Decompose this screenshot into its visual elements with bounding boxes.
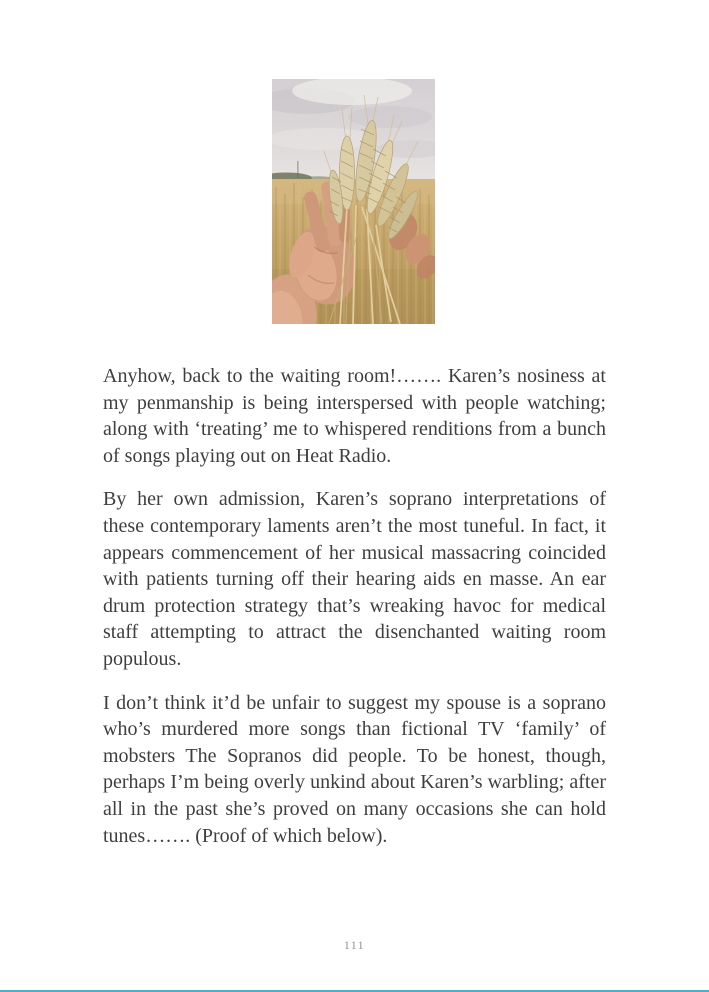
wheat-photo (272, 79, 435, 324)
page-number: 111 (344, 940, 365, 952)
paragraph-2: By her own admission, Karen’s soprano interpretations of these contemporary laments aren’t the most tuneful. In fact, it appears commencement of her musical massacring coincided with patients turning off their hearing aids en masse. An ear drum protection strategy that’s wreaking havoc for medical staff attempting to attract the disenchanted waiting room populous. (103, 488, 606, 670)
paragraph-1: Anyhow, back to the waiting room!……. Karen’s nosiness at my penmanship is being interspersed with people watching; along with ‘treating’ me to whispered renditions from a bunch of songs playing out on Heat Radio. (103, 365, 606, 467)
body-text (103, 363, 606, 866)
paragraph-3: I don’t think it’d be unfair to suggest my spouse is a soprano who’s murdered more songs than fictional TV ‘family’ of mobsters The Sopranos did people. To be honest, though, perhaps I’m being overly unkind about Karen’s warbling; after all in the past she’s proved on many occasions she can hold tunes……. (Proof of which below). (103, 691, 606, 847)
